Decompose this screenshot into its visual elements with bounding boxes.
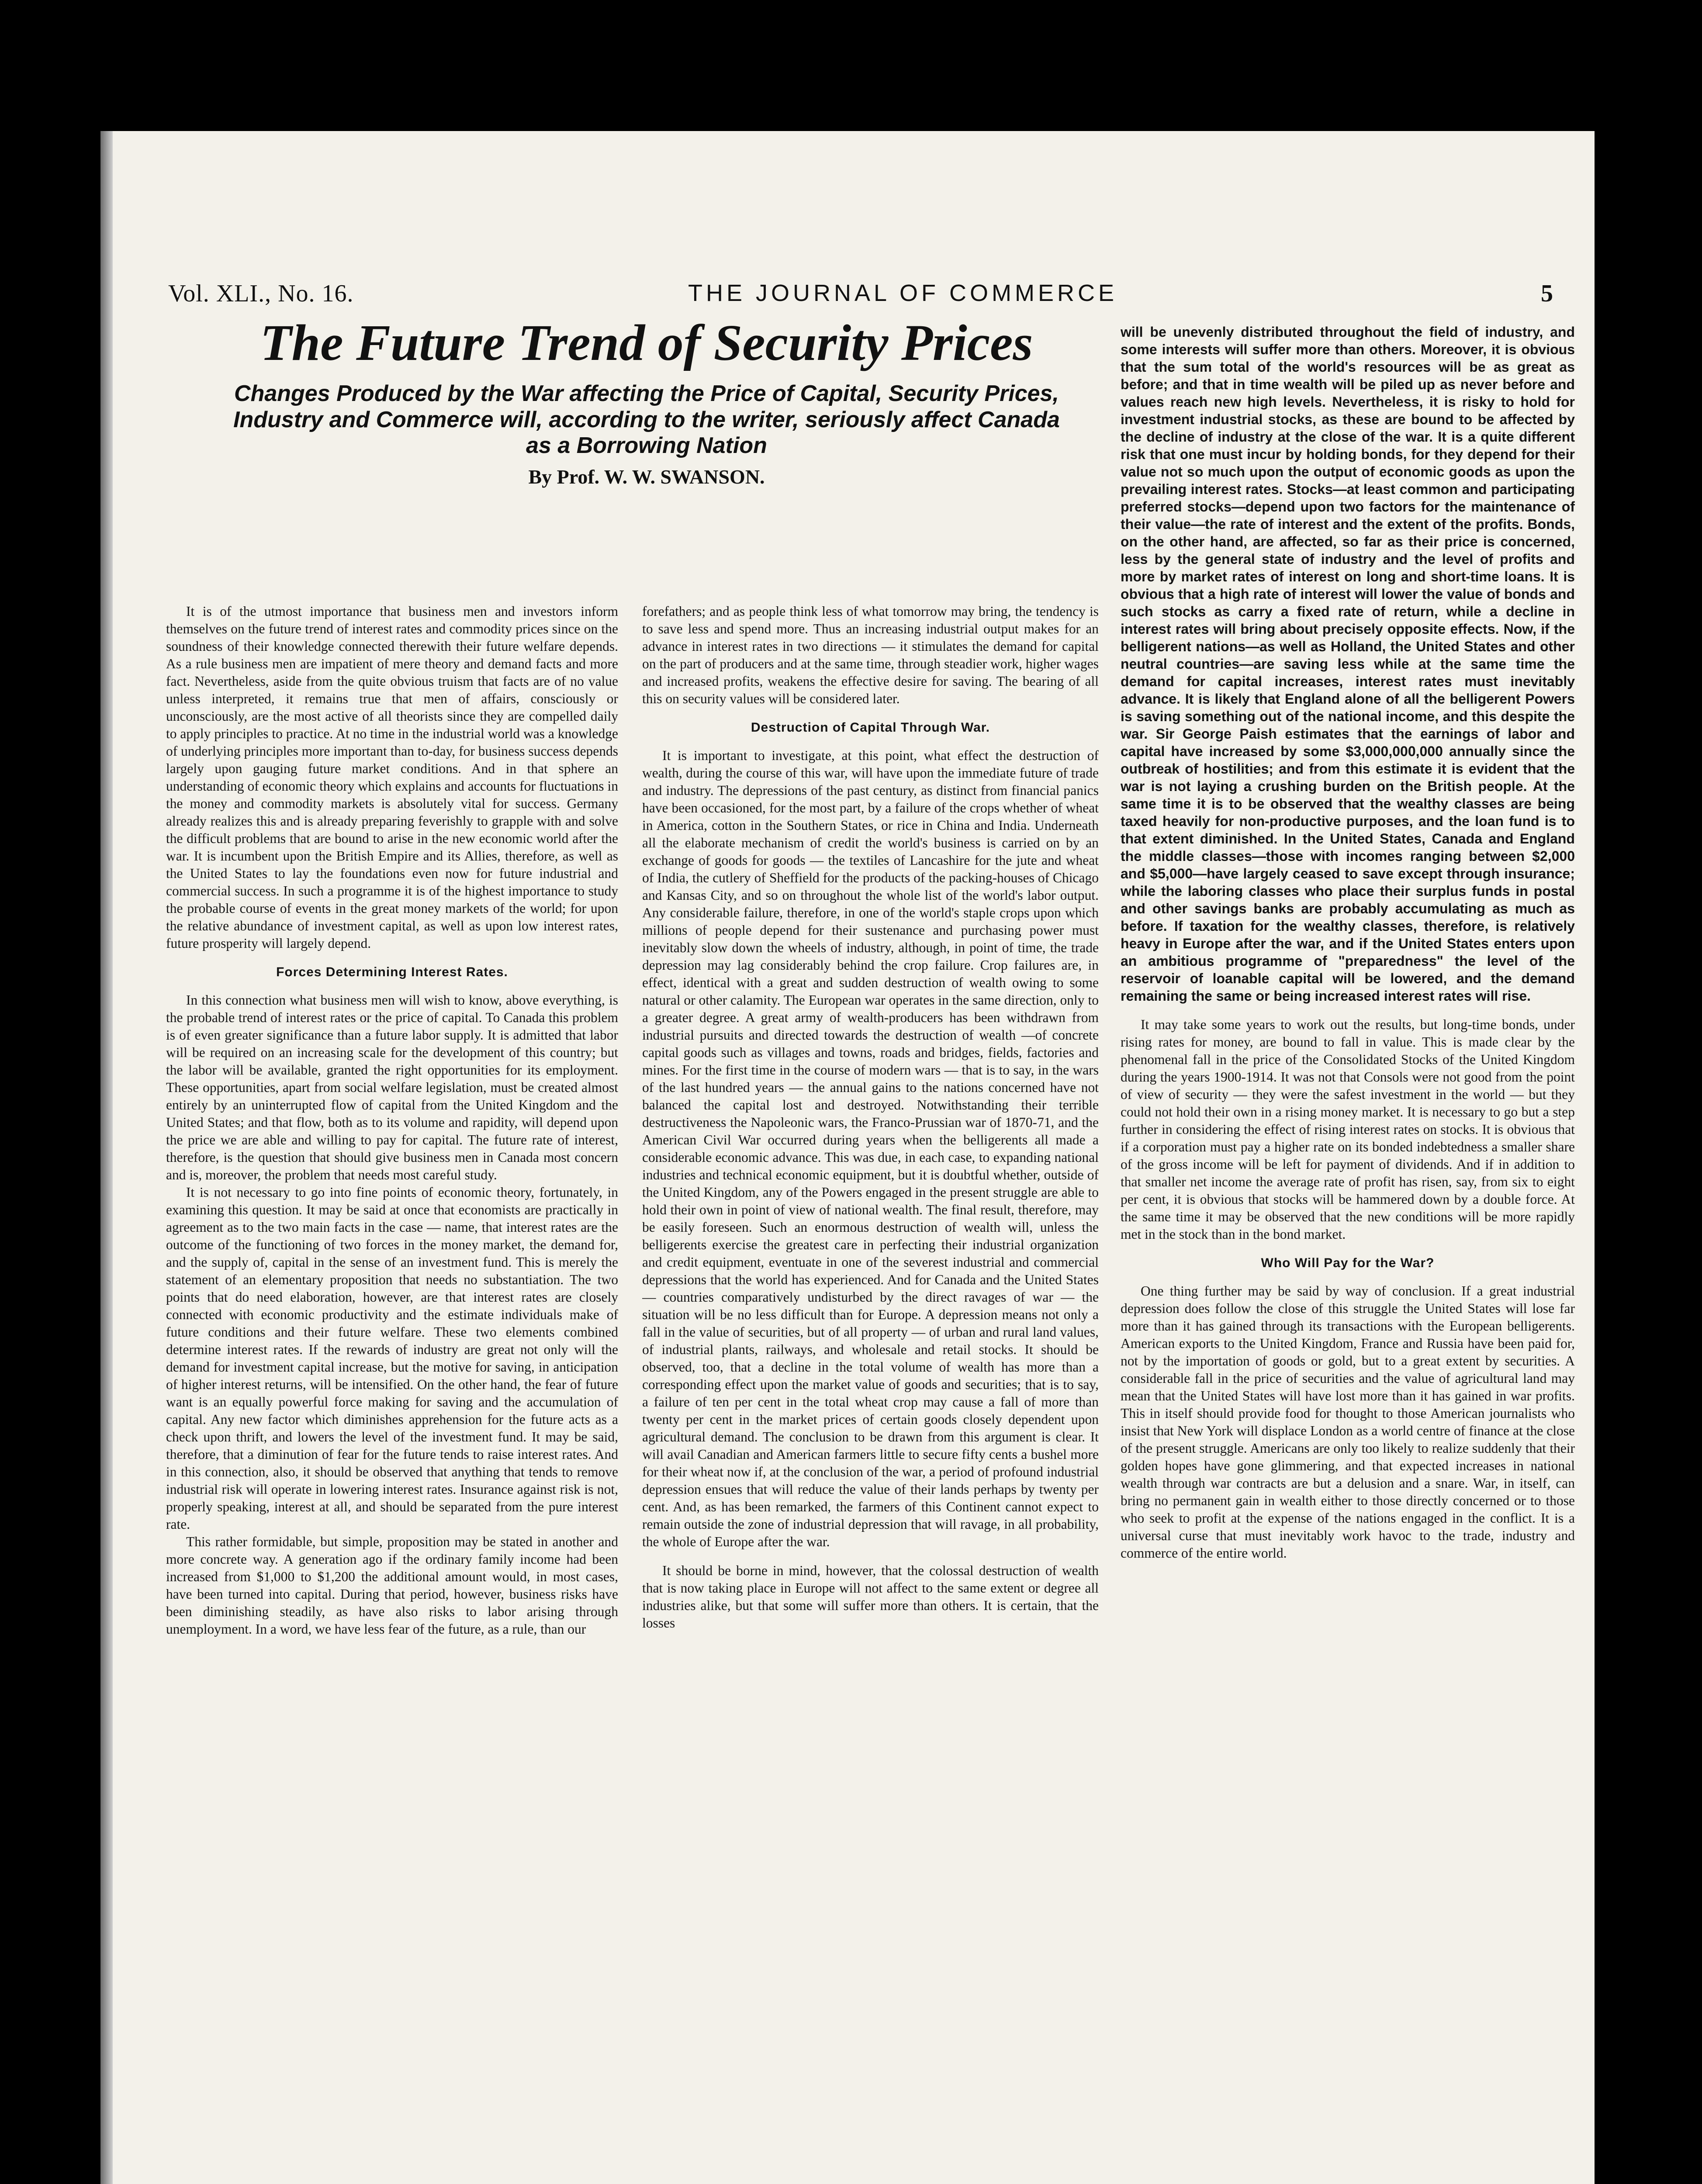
newspaper-page bbox=[100, 131, 1595, 2184]
page-edge-shadow bbox=[100, 131, 113, 2184]
section-heading: Who Will Pay for the War? bbox=[1261, 1256, 1435, 1270]
article-headline-block bbox=[232, 314, 1062, 488]
article-title: The Future Trend of Security Prices bbox=[260, 314, 1033, 371]
paragraph: It may take some years to work out the results, but long-time bonds, under rising rates for money, are bound to fall in value. This is made clear by the phenomenal fall in the price of the Consolidated Stocks of the United Kingdom during the years 1900-1914. It was not that Consols were not good from the point of view of security — they were the safest investment in the world — but they could not hold their own in a rising money market. It is necessary to go but a step further in considering the effect of rising interest rates on stocks. It is obvious that if a corporation must pay a higher rate on its bonded indebtedness a smaller share of the gross income will be left for payment of dividends. And if in addition to that smaller net income the average rate of profit has risen, say, from six to eight per cent, it is obvious that stocks will be hammered down by a double force. At the same time it may be observed that the new conditions will be more rapidly met in the stock than in the bond market. bbox=[1121, 1017, 1575, 1242]
volume-label: Vol. XLI., No. 16. bbox=[168, 280, 354, 307]
journal-title: THE JOURNAL OF COMMERCE bbox=[688, 280, 1118, 306]
paragraph: forefathers; and as people think less of what tomorrow may bring, the tendency is to save less and spend more. Thus an increasing industrial output makes for an advance in interest rates in two directions — it stimulates the demand for capital on the part of producers and at the same time, through steadier work, higher wages and increased profits, weakens the effective desire for saving. The bearing of all this on security values will be considered later. bbox=[642, 604, 1099, 706]
text-column-1 bbox=[166, 603, 618, 2184]
article-deck: Changes Produced by the War affecting the Price of Capital, Security Prices, Industry and Commerce will, according to the writer, seriously affect Canada as a Borrowing Nation bbox=[233, 380, 1060, 459]
paragraph: This rather formidable, but simple, proposition may be stated in another and more concrete way. A generation ago if the ordinary family income had been increased from $1,000 to $1,200 the additional amount would, in most cases, have been turned into capital. During that period, however, business risks have been diminishing steadily, as have also risks to labor arising through unemployment. In a word, we have less fear of the future, as a rule, than our bbox=[166, 1534, 618, 1637]
paragraph: It is of the utmost importance that business men and investors inform themselves on the future trend of interest rates and commodity prices since on the soundness of their knowledge connected therewith their future welfare depends. As a rule business men are impatient of mere theory and demand facts and more fact. Nevertheless, aside from the quite obvious truism that facts are of no value unless interpreted, it remains true that men of affairs, consciously or unconsciously, are the most active of all theorists since they are compelled daily to apply principles to practice. At no time in the industrial world was a knowledge of underlying principles more important than to-day, for business success depends largely upon gauging future market conditions. And in that sphere an understanding of economic theory which explains and accounts for fluctuations in the money and commodity markets is absolutely vital for success. Germany already realizes this and is already preparing feverishly to grapple with and solve the difficult problems that are bound to arise in the new economic world after the war. It is incumbent upon the British Empire and its Allies, therefore, as well as the United States to lay the foundations even now for future industrial and commercial success. In such a programme it is of the highest importance to study the probable course of events in the great money markets of the world; for upon the relative abundance of investment capital, as well as upon low interest rates, future prosperity will largely depend. bbox=[166, 604, 618, 951]
paragraph: It should be borne in mind, however, that the colossal destruction of wealth that is now taking place in Europe will not affect to the same extent or degree all industries alike, but that some will suffer more than others. It is certain, that the losses bbox=[642, 1563, 1099, 1631]
page-number: 5 bbox=[1541, 280, 1553, 307]
text-column-3 bbox=[1121, 323, 1575, 2184]
paragraph: will be unevenly distributed throughout the field of industry, and some interests will suffer more than others. Moreover, it is obvious that the sum total of the world's resources will be as great as before; and that in time wealth will be piled up as never before and values reach new high levels. Nevertheless, it is risky to hold for investment industrial stocks, as these are bound to be affected by the decline of industry at the close of the war. It is a quite different risk that one must incur by holding bonds, for they depend for their value not so much upon the output of economic goods as upon the prevailing interest rates. Stocks—at least common and participating preferred stocks—depend upon two factors for the maintenance of their value—the rate of interest and the extent of the profits. Bonds, on the other hand, are affected, so far as their price is concerned, less by the general state of industry and the level of profits and more by market rates of interest on long and short-time loans. It is obvious that a high rate of interest will lower the value of bonds and such stocks as carry a fixed rate of return, while a decline in interest rates will bring about precisely opposite effects. Now, if the belligerent nations—as well as Holland, the United States and other neutral countries—are saving less while at the same time the demand for capital increases, interest rates must inevitably advance. It is likely that England alone of all the belligerent Powers is saving something out of the national income, and this despite the war. Sir George Paish estimates that the earnings of labor and capital have increased by some $3,000,000,000 annually since the outbreak of hostilities; and from this estimate it is evident that the war is not laying a crushing burden on the British people. At the same time it is to be observed that the wealthy classes are being taxed heavily for non-productive purposes, and the loan fund is to that extent diminished. In the United States, Canada and England the middle classes—those with incomes ranging between $2,000 and $5,000—have largely ceased to save except through insurance; while the laboring classes who place their surplus funds in postal and other savings banks are probably accumulating as much as before. If taxation for the wealthy classes, therefore, is relatively heavy in Europe after the war, and if the United States enters upon an ambitious programme of "preparedness" the level of the reservoir of loanable capital will be lowered, and the demand remaining the same or being increased interest rates will rise. bbox=[1121, 324, 1575, 1004]
page-header bbox=[168, 280, 1553, 312]
section-heading: Forces Determining Interest Rates. bbox=[276, 965, 508, 979]
paragraph: One thing further may be said by way of conclusion. If a great industrial depression does follow the close of this struggle the United States will lose far more than it has gained through its transactions with the European belligerents. American exports to the United Kingdom, France and Russia have been paid for, not by the importation of goods or gold, but to a great extent by securities. A considerable fall in the price of securities and the value of agricultural land may mean that the United States will have lost more than it has gained in war profits. This in itself should provide food for thought to those American journalists who insist that New York will displace London as a world centre of finance at the close of the present struggle. Americans are only too likely to realize suddenly that their golden hopes have gone glimmering, and that expected increases in national wealth through war contracts are but a delusion and a snare. War, in itself, can bring no permanent gain in wealth either to those directly concerned or to those who seek to profit at the expense of the nations engaged in the conflict. It is a universal curse that must inevitably work havoc to the trade, industry and commerce of the entire world. bbox=[1121, 1283, 1575, 1561]
paragraph: It is not necessary to go into fine points of economic theory, fortunately, in examining this question. It may be said at once that economists are practically in agreement as to the two main facts in the case — name, that interest rates are the outcome of the functioning of two forces in the money market, the demand for, and the supply of, capital in the sense of an investment fund. This is merely the statement of an elementary proposition that needs no substantiation. The two points that do need elaboration, however, are that interest rates are closely connected with economic productivity and the estimate individuals make of future conditions and their future welfare. These two elements combined determine interest rates. If the rewards of industry are great not only will the demand for investment capital increase, but the motive for saving, in anticipation of higher interest returns, will be intensified. On the other hand, the fear of future want is an equally powerful force making for saving and the accumulation of capital. Any new factor which diminishes apprehension for the future acts as a check upon thrift, and lowers the level of the investment fund. It may be said, therefore, that a diminution of fear for the future tends to raise interest rates. And in this connection, also, it should be observed that anything that tends to remove industrial risk will operate in lowering interest rates. Insurance against risk is not, properly speaking, interest at all, and should be separated from the pure interest rate. bbox=[166, 1185, 618, 1532]
paragraph: It is important to investigate, at this point, what effect the destruction of wealth, during the course of this war, will have upon the immediate future of trade and industry. The depressions of the past century, as distinct from financial panics have been occasioned, for the most part, by a failure of the crops whether of wheat in America, cotton in the Southern States, or rice in China and India. Underneath all the elaborate mechanism of credit the world's business is carried on by an exchange of goods for goods — the textiles of Lancashire for the jute and wheat of India, the cutlery of Sheffield for the products of the packing-houses of Chicago and Kansas City, and so on throughout the whole list of the world's labor output. Any considerable failure, therefore, in one of the world's staple crops upon which millions of people depend for their sustenance and purchasing power must inevitably slow down the wheels of industry, although, in point of time, the trade depression may lag considerably behind the crop failure. Crop failures are, in effect, identical with a great and sudden destruction of wealth owing to some natural or other calamity. The European war operates in the same direction, only to a greater degree. A great army of wealth-producers has been withdrawn from industrial pursuits and directed towards the destruction of wealth —of concrete capital goods such as villages and towns, roads and bridges, fields, factories and mines. For the first time in the course of modern wars — that is to say, in the wars of the last hundred years — the annual gains to the nations concerned have not balanced the capital lost and destroyed. Notwithstanding their terrible destructiveness the Napoleonic wars, the Franco-Prussian war of 1870-71, and the American Civil War occurred during years when the belligerents all made a considerable economic advance. This was due, in each case, to expanding national industries and technical economic equipment, but it is doubtful whether, outside of the United Kingdom, any of the Powers engaged in the present struggle are able to hold their own in point of view of national wealth. The final result, therefore, may be easily foreseen. Such an enormous destruction of wealth will, unless the belligerents exercise the greatest care in perfecting their industrial organization and credit equipment, eventuate in one of the severest industrial and commercial depressions that the world has experienced. And for Canada and the United States — countries comparatively undisturbed by the direct ravages of war — the situation will be no less difficult than for Europe. A depression means not only a fall in the value of securities, but of all property — of urban and rural land values, of industrial plants, railways, and wholesale and retail stocks. It should be observed, too, that a decline in the total volume of wealth has more than a corresponding effect upon the market value of goods and securities; that is to say, a failure of ten per cent in the total wheat crop may cause a fall of more than twenty per cent in the market prices of certain goods closely dependent upon agricultural demand. The conclusion to be drawn from this argument is clear. It will avail Canadian and American farmers little to secure fifty cents a bushel more for their wheat now if, at the conclusion of the war, a period of profound industrial depression ensues that will reduce the value of their lands perhaps by twenty per cent. And, as has been remarked, the farmers of this Continent cannot expect to remain outside the zone of industrial depression that will ravage, in all probability, the whole of Europe after the war. bbox=[642, 748, 1099, 1549]
paragraph: In this connection what business men will wish to know, above everything, is the probable trend of interest rates or the price of capital. To Canada this problem is of even greater significance than a future labor supply. It is admitted that labor will be required on an increasing scale for the development of this country; but the labor will be available, granted the right opportunities for its employment. These opportunities, apart from social welfare legislation, must be created almost entirely by an uninterrupted flow of capital from the United Kingdom and the United States; and that flow, both as to its volume and rapidity, will depend upon the price we are able and willing to pay for capital. The future rate of interest, therefore, is the question that should give business men in Canada most concern and is, moreover, the problem that needs most careful study. bbox=[166, 992, 618, 1182]
text-column-2 bbox=[642, 603, 1099, 2184]
article-byline: By Prof. W. W. SWANSON. bbox=[528, 466, 765, 488]
section-heading: Destruction of Capital Through War. bbox=[751, 720, 990, 735]
